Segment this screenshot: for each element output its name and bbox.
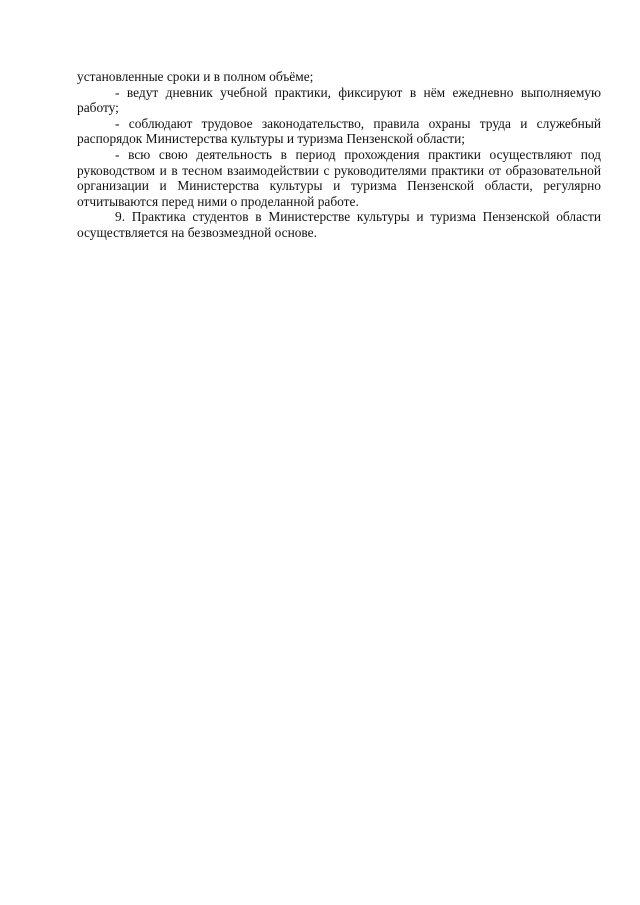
paragraph-supervision: - всю свою деятельность в период прохождения практики осуществляют под руководством и в тесном взаимодействии с руководителями практики от образовательной организации и Министерства культуры и туризма Пензенской области, регулярно отчитываются перед ними о проделанной работе.: [77, 146, 601, 209]
document-body: [77, 69, 601, 241]
paragraph-item-9-free-basis: 9. Практика студентов в Министерстве культуры и туризма Пензенской области осуществляется на безвозмездной основе.: [77, 209, 601, 240]
paragraph-practice-diary: - ведут дневник учебной практики, фиксируют в нём ежедневно выполняемую работу;: [77, 84, 601, 116]
paragraph-deadlines-continuation: установленные сроки и в полном объёме;: [77, 69, 314, 84]
paragraph-labor-rules: - соблюдают трудовое законодательство, правила охраны труда и служебный распорядок Министерства культуры и туризма Пензенской области;: [77, 115, 601, 147]
